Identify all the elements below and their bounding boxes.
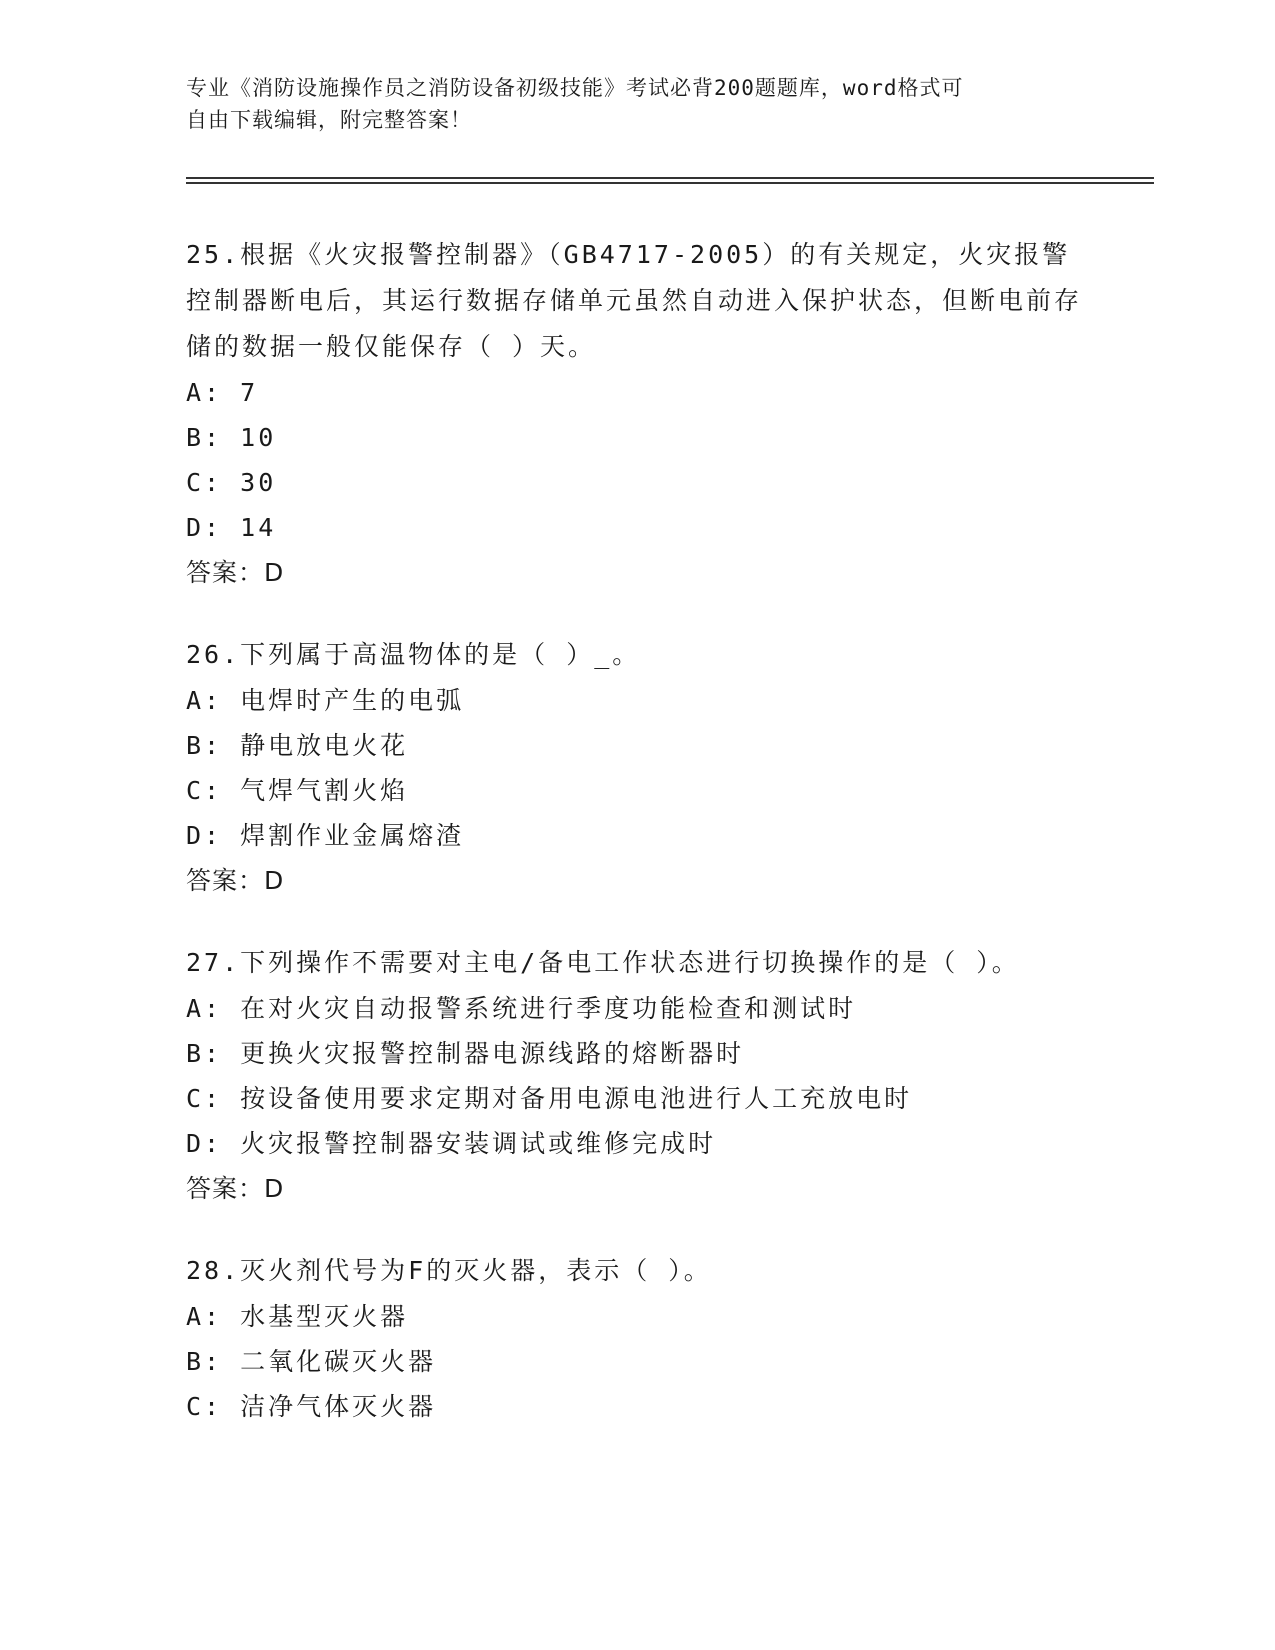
option-d: D: 焊割作业金属熔渣 [186, 821, 465, 850]
answer: 答案：D [186, 1174, 285, 1203]
option-b: B: 更换火灾报警控制器电源线路的熔断器时 [186, 1039, 745, 1068]
document-header [186, 72, 1066, 136]
question-27 [186, 940, 1086, 1212]
option-c: C: 30 [186, 468, 277, 497]
option-a: A: 电焊时产生的电弧 [186, 686, 465, 715]
option-d: D: 14 [186, 513, 277, 542]
question-stem: 27.下列操作不需要对主电/备电工作状态进行切换操作的是（ ）。 [186, 948, 1020, 977]
header-divider-bottom [186, 182, 1154, 184]
answer: 答案：D [186, 866, 285, 895]
question-stem: 25.根据《火灾报警控制器》（GB4717-2005）的有关规定，火灾报警控制器断电后，其运行数据存储单元虽然自动进入保护状态，但断电前存储的数据一般仅能保存（ ）天。 [186, 240, 1083, 361]
answer: 答案：D [186, 558, 285, 587]
option-c: C: 气焊气割火焰 [186, 776, 409, 805]
question-list [186, 232, 1086, 1465]
option-b: B: 10 [186, 423, 277, 452]
option-d: D: 火灾报警控制器安装调试或维修完成时 [186, 1129, 717, 1158]
option-c: C: 洁净气体灭火器 [186, 1392, 437, 1421]
question-28 [186, 1248, 1086, 1429]
option-a: A: 7 [186, 378, 259, 407]
option-c: C: 按设备使用要求定期对备用电源电池进行人工充放电时 [186, 1084, 913, 1113]
question-stem: 28.灭火剂代号为F的灭火器，表示（ ）。 [186, 1256, 712, 1285]
header-divider-top [186, 177, 1154, 179]
question-stem: 26.下列属于高温物体的是（ ）_。 [186, 640, 641, 669]
header-line-2: 自由下载编辑，附完整答案！ [186, 108, 472, 132]
option-a: A: 在对火灾自动报警系统进行季度功能检查和测试时 [186, 994, 857, 1023]
question-25 [186, 232, 1086, 596]
option-b: B: 静电放电火花 [186, 731, 409, 760]
option-a: A: 水基型灭火器 [186, 1302, 409, 1331]
option-b: B: 二氧化碳灭火器 [186, 1347, 437, 1376]
question-26 [186, 632, 1086, 904]
header-line-1: 专业《消防设施操作员之消防设备初级技能》考试必背200题题库，word格式可 [186, 76, 964, 100]
